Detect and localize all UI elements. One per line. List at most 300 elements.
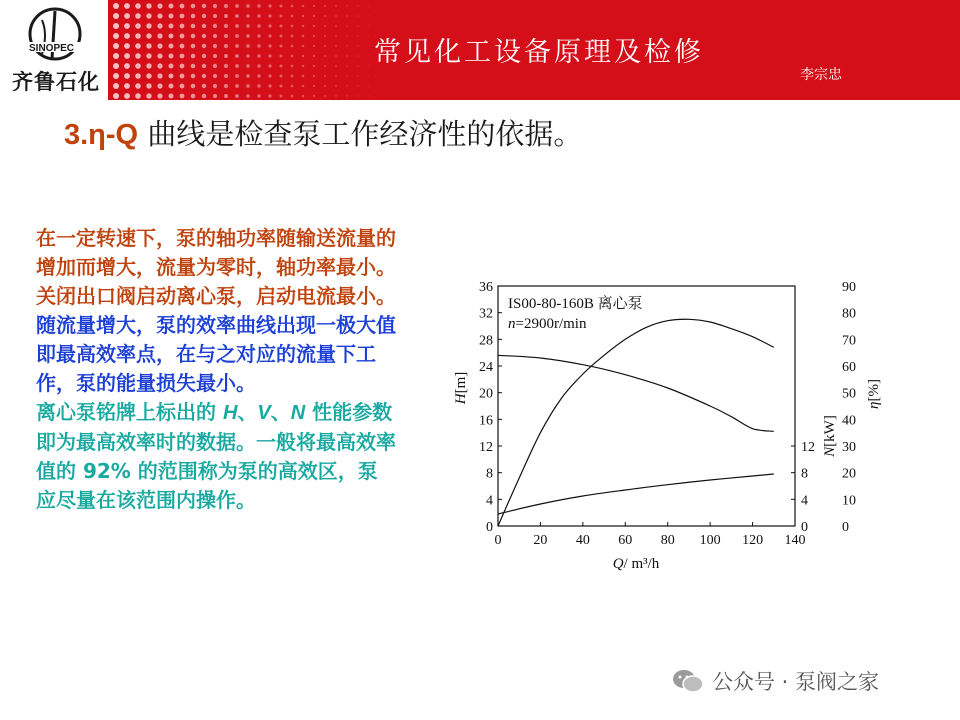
banner-dot (124, 83, 130, 89)
banner-dot (357, 25, 359, 27)
banner-dot (213, 84, 217, 88)
banner-dot (157, 23, 162, 28)
banner-dot (213, 14, 217, 18)
banner-dot (346, 55, 348, 57)
banner-dot (113, 23, 119, 29)
x-tick-label: 0 (494, 533, 502, 548)
y-axis-label-eta-symbol: η (866, 401, 882, 409)
banner-dot (268, 14, 271, 17)
banner-dot (202, 4, 206, 8)
banner-dot (224, 74, 228, 78)
banner-dot (146, 33, 151, 38)
y-axis-label-n-unit: [kW] (822, 415, 838, 447)
banner-dot (124, 53, 130, 59)
banner-dot (313, 75, 315, 77)
banner-dot (313, 85, 315, 87)
paragraph-shaft-power: 在一定转速下，泵的轴功率随输送流量的增加而增大，流量为零时，轴功率最小。关闭出口阀启动离心泵，启动电流最小。 (36, 226, 396, 308)
banner-dot (180, 34, 185, 39)
banner-dot (213, 44, 217, 48)
banner-dot (113, 3, 119, 9)
banner-dot (224, 44, 228, 48)
n-tick-label: 4 (801, 493, 808, 509)
banner-dot (202, 84, 206, 88)
banner-dot (346, 75, 348, 77)
banner-dot (335, 25, 337, 27)
banner-dot (191, 84, 196, 89)
banner-dot (180, 94, 185, 99)
h-tick-label: 4 (486, 493, 493, 509)
banner-dot (335, 55, 337, 57)
banner-dot (157, 83, 162, 88)
banner-dot (291, 15, 294, 18)
slide-title (64, 112, 582, 153)
banner-dot (335, 45, 337, 47)
banner-dot (302, 85, 305, 88)
y-axis-label-h (453, 372, 469, 406)
paragraph-nameplate-a: 离心泵铭牌上标出的 (36, 400, 223, 424)
banner-dot (146, 93, 151, 98)
banner-dot (324, 75, 326, 77)
banner-dot (280, 95, 283, 98)
banner-dot (302, 75, 305, 78)
banner-dot (357, 65, 359, 67)
y-axis-label-eta (866, 379, 882, 409)
y-axis-label-h-unit: [m] (453, 371, 469, 394)
logo (0, 0, 108, 100)
banner-dot (357, 85, 359, 87)
slide-title-number: 3.η-Q (64, 119, 139, 151)
banner-dot (135, 63, 141, 69)
banner-dot (113, 53, 119, 59)
banner-dot (246, 74, 250, 78)
banner-dot (313, 65, 315, 67)
banner-dot (124, 43, 130, 49)
banner-dot (268, 24, 271, 27)
banner-dot (169, 34, 174, 39)
banner-dot (169, 94, 174, 99)
banner-dot (191, 54, 196, 59)
banner-dot (224, 24, 228, 28)
banner-dot (180, 84, 185, 89)
banner-dot (202, 44, 206, 48)
x-tick-label: 100 (699, 533, 721, 548)
banner-dot (324, 35, 326, 37)
banner-dot (280, 85, 283, 88)
banner-dot (324, 95, 326, 97)
x-tick-label: 60 (618, 533, 633, 548)
banner-dot (324, 55, 326, 57)
banner-dot (180, 14, 185, 19)
banner-dot (379, 25, 380, 26)
banner-dot (213, 64, 217, 68)
h-tick-label: 36 (479, 280, 493, 295)
banner-dot (291, 75, 294, 78)
eta-tick-label: 50 (842, 386, 856, 402)
banner-dot (157, 63, 162, 68)
banner-dot (357, 95, 359, 97)
banner-dot (324, 65, 326, 67)
banner-dot (346, 25, 348, 27)
banner-dot (157, 73, 162, 78)
banner-dot (313, 15, 315, 17)
banner-dot (224, 84, 228, 88)
banner-dot (191, 34, 196, 39)
banner-dot (213, 4, 217, 8)
banner-dot (169, 64, 174, 69)
banner-dot (235, 24, 239, 28)
paragraph-nameplate (36, 398, 396, 515)
banner-dot (124, 93, 130, 99)
legend-speed-value: =2900r/min (515, 316, 587, 332)
banner-dot (291, 35, 294, 38)
banner-dot (135, 73, 141, 79)
banner-dot (335, 65, 337, 67)
banner-dot (379, 95, 380, 96)
banner-dot (324, 15, 326, 17)
banner-dot (235, 14, 239, 18)
banner-dot (235, 54, 239, 58)
banner-dot (335, 75, 337, 77)
h-tick-label: 24 (479, 360, 493, 375)
banner-dot (202, 54, 206, 58)
banner-dot (335, 15, 337, 17)
banner-dot (368, 75, 369, 76)
banner-dot (257, 14, 260, 17)
banner-dot (257, 64, 260, 67)
banner-dot (202, 24, 206, 28)
banner-dot (357, 5, 359, 7)
banner-dot (124, 33, 130, 39)
banner-dot (246, 64, 250, 68)
body-text (36, 224, 396, 515)
banner-dot (180, 44, 185, 49)
banner-dot (257, 54, 260, 57)
banner-dot (202, 74, 206, 78)
banner-dot (280, 65, 283, 68)
logo-company-name: 齐鲁石化 (12, 69, 100, 94)
banner-dot (180, 64, 185, 69)
banner-dot (302, 65, 305, 68)
banner-dot (135, 83, 141, 89)
banner-dot (213, 54, 217, 58)
banner-dot (169, 54, 174, 59)
banner-dot (180, 74, 185, 79)
banner-dot (169, 84, 174, 89)
banner-dot (235, 94, 239, 98)
banner-dot (246, 54, 250, 58)
banner-dot (280, 25, 283, 28)
banner-dot (324, 5, 326, 7)
banner-dot (213, 94, 217, 98)
banner-dot (135, 33, 141, 39)
banner-dot (135, 93, 141, 99)
x-axis-label (613, 556, 660, 572)
banner-dot (146, 53, 151, 58)
banner-dot (324, 25, 326, 27)
banner-dot (169, 24, 174, 29)
banner-dot (302, 25, 305, 28)
banner-dot (368, 25, 369, 26)
eta-tick-label: 10 (842, 493, 856, 509)
banner-dot (291, 55, 294, 58)
banner-dot (335, 85, 337, 87)
banner-dot (113, 73, 119, 79)
banner-dot (368, 5, 369, 6)
banner-dot (346, 5, 348, 7)
h-tick-label: 32 (479, 306, 493, 322)
banner-dot (191, 4, 196, 9)
banner-dot (313, 45, 315, 47)
banner-dot (257, 34, 260, 37)
banner-dot (324, 45, 326, 47)
banner-dot (335, 5, 337, 7)
param-n: N (290, 402, 306, 424)
banner-dot (213, 34, 217, 38)
banner-dot (302, 45, 305, 48)
banner-dot (157, 13, 162, 18)
h-tick-label: 16 (479, 413, 493, 429)
logo-brand-text: SINOPEC (29, 43, 75, 54)
banner-dot (357, 45, 359, 47)
h-tick-label: 28 (479, 333, 493, 349)
banner-dot (191, 74, 196, 79)
banner-dot (357, 75, 359, 77)
banner-dot (169, 14, 174, 19)
legend-speed-n: n (508, 316, 516, 332)
header-author: 李宗忠 (800, 67, 842, 83)
banner-dot (191, 24, 196, 29)
banner-dot (302, 15, 305, 18)
sinopec-logo-icon (22, 6, 92, 64)
banner-dot (368, 55, 369, 56)
banner-dot (124, 63, 130, 69)
banner-dot (157, 33, 162, 38)
banner-dot (113, 43, 119, 49)
h-tick-label: 8 (486, 466, 493, 482)
eta-tick-label: 80 (842, 306, 856, 322)
banner-dot (202, 34, 206, 38)
chart-legend-model: IS00-80-160B 离心泵 (508, 296, 643, 312)
banner-dot (268, 4, 271, 7)
banner-dot (135, 43, 141, 49)
eta-tick-label: 0 (842, 520, 849, 535)
slide-title-text: 曲线是检查泵工作经济性的依据。 (138, 117, 583, 151)
banner-dot (180, 24, 185, 29)
banner-dot (246, 94, 250, 98)
banner-dot (235, 64, 239, 68)
banner-dot (291, 45, 294, 48)
eta-tick-label: 90 (842, 280, 856, 295)
banner-dot (246, 14, 250, 18)
banner-dot (146, 63, 151, 68)
banner-dot (135, 23, 141, 29)
banner-dot (357, 35, 359, 37)
banner-dot (169, 74, 174, 79)
h-tick-label: 20 (479, 386, 493, 402)
banner-dot (235, 34, 239, 38)
banner-dot (313, 55, 315, 57)
banner-dot (113, 93, 119, 99)
banner-dot (257, 84, 260, 87)
banner-dot (113, 13, 119, 19)
banner-dot (135, 53, 141, 59)
banner-dot (368, 95, 369, 96)
banner-dot (213, 24, 217, 28)
banner-dot (291, 95, 294, 98)
watermark (672, 665, 879, 697)
banner-dot (268, 34, 271, 37)
x-tick-label: 120 (742, 533, 764, 548)
banner-dot (246, 4, 250, 8)
banner-dot (379, 75, 380, 76)
eta-tick-label: 70 (842, 333, 856, 349)
banner-dot (235, 84, 239, 88)
banner-dot (235, 74, 239, 78)
banner-dot (169, 4, 174, 9)
x-tick-label: 140 (784, 533, 806, 548)
banner-dot (335, 35, 337, 37)
banner-dot (224, 34, 228, 38)
banner-dot (169, 44, 174, 49)
banner-dot (191, 44, 196, 49)
banner-dot (302, 95, 305, 98)
banner-dot (146, 43, 151, 48)
param-h: H (222, 402, 238, 424)
banner-dot (313, 5, 315, 7)
banner-dot (224, 94, 228, 98)
x-tick-label: 40 (575, 533, 590, 548)
h-tick-label: 0 (486, 520, 493, 535)
banner-dot (291, 65, 294, 68)
eta-tick-label: 20 (842, 466, 856, 482)
banner-dot (368, 85, 369, 86)
banner-dot (302, 35, 305, 38)
banner-dot (280, 45, 283, 48)
chart-legend-speed (508, 316, 587, 332)
watermark-text: 公众号 · 泵阀之家 (712, 670, 880, 694)
banner-dot (379, 5, 380, 6)
param-sep-1: 、 (237, 400, 258, 424)
param-v: V (257, 402, 271, 424)
banner-dot (224, 4, 228, 8)
banner-dot (257, 74, 260, 77)
banner-dot (202, 14, 206, 18)
curve-h (498, 355, 774, 431)
banner-dot (180, 4, 185, 9)
banner-dot (146, 3, 151, 8)
banner-dot (157, 3, 162, 8)
banner-dot (191, 14, 196, 19)
banner-dot (124, 3, 130, 9)
curve-eta (498, 319, 774, 526)
banner-dot (257, 4, 260, 7)
banner-dot (157, 43, 162, 48)
banner-dot (224, 54, 228, 58)
banner-dot (357, 15, 359, 17)
banner-dot (246, 44, 250, 48)
banner-dot (280, 5, 283, 8)
banner-dot (291, 85, 294, 88)
banner-dot (280, 75, 283, 78)
banner-dot (368, 35, 369, 36)
banner-dot (246, 34, 250, 38)
banner-dot (113, 83, 119, 89)
banner-dot (202, 64, 206, 68)
banner-dot (135, 13, 141, 19)
banner-dot (313, 35, 315, 37)
banner-dot (146, 73, 151, 78)
banner-dot (224, 64, 228, 68)
banner-dot (368, 45, 369, 46)
banner-dot (224, 14, 228, 18)
banner-dot (246, 24, 250, 28)
eta-tick-label: 30 (842, 440, 856, 455)
x-tick-label: 20 (533, 533, 548, 548)
banner-dot (257, 24, 260, 27)
banner-dot (235, 44, 239, 48)
banner-dot (124, 13, 130, 19)
n-tick-label: 8 (801, 466, 808, 482)
banner-dot (268, 44, 271, 47)
banner-dot (302, 55, 305, 58)
banner-dot (346, 35, 348, 37)
banner-dot (379, 15, 380, 16)
banner-dot (368, 15, 369, 16)
banner-dot (146, 13, 151, 18)
banner-dot (313, 25, 315, 27)
banner-dot (146, 23, 151, 28)
banner-dot (268, 94, 271, 97)
h-tick-label: 12 (479, 440, 493, 455)
banner-dot (202, 94, 206, 98)
banner-dot (368, 65, 369, 66)
param-sep-2: 、 (270, 400, 291, 424)
banner-dot (268, 74, 271, 77)
banner-dot (346, 95, 348, 97)
y-axis-label-n-symbol: N (822, 446, 838, 457)
banner-dot (257, 44, 260, 47)
x-axis-label-unit: / m³/h (623, 556, 660, 572)
banner-dot (335, 95, 337, 97)
banner-dot (346, 85, 348, 87)
banner-dot (302, 5, 305, 8)
x-tick-label: 80 (660, 533, 675, 548)
banner-dot (235, 4, 239, 8)
header-title: 常见化工设备原理及检修 (374, 37, 704, 68)
paragraph-efficiency: 随流量增大，泵的效率曲线出现一极大值即最高效率点，在与之对应的流量下工作，泵的能量损失最小。 (36, 313, 396, 395)
banner-dot (135, 3, 141, 9)
banner-dot (291, 5, 294, 8)
y-axis-label-eta-unit: [%] (866, 379, 882, 402)
banner-dot (268, 64, 271, 67)
banner-dot (191, 94, 196, 99)
x-axis-label-q: Q (612, 556, 624, 572)
banner-dot (280, 35, 283, 38)
y-axis-label-n (822, 415, 838, 458)
banner-dot (379, 85, 380, 86)
banner-dot (146, 83, 151, 88)
wechat-icon (672, 667, 704, 695)
banner-dot (268, 84, 271, 87)
banner-dot (180, 54, 185, 59)
banner-dot (313, 95, 315, 97)
curve-n (498, 474, 774, 514)
banner-dot (113, 63, 119, 69)
banner-dot (280, 15, 283, 18)
dot-pattern-decoration (108, 0, 408, 100)
banner-dot (346, 45, 348, 47)
pump-performance-chart (440, 270, 910, 590)
